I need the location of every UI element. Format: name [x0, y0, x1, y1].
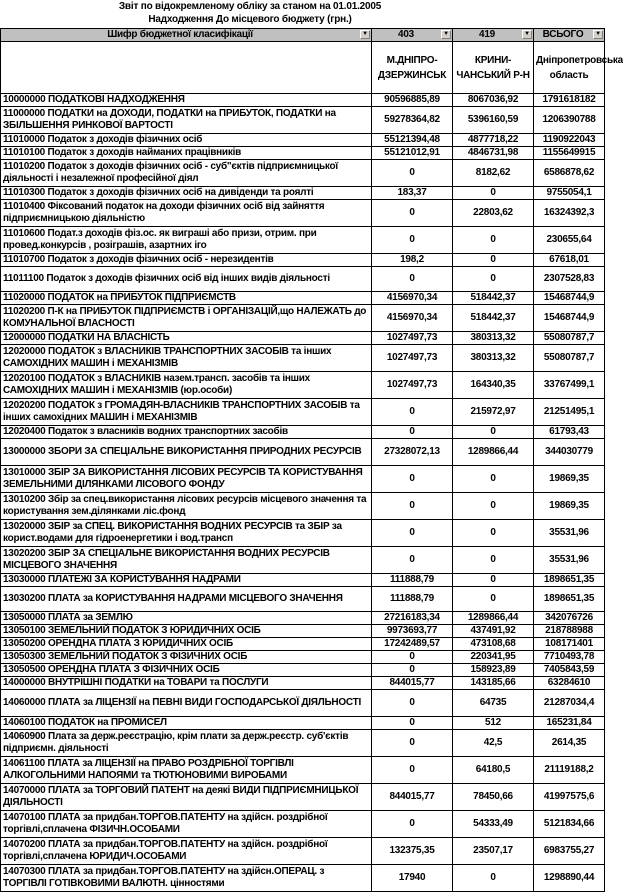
value-403: 0	[372, 717, 453, 730]
value-total: 67618,01	[534, 254, 605, 267]
table-row	[1, 332, 605, 345]
table-row	[1, 717, 605, 730]
row-label: 11010300 Податок з доходів фізичних осіб на дивіденди та роялті	[1, 187, 372, 200]
value-419: 143185,66	[453, 677, 534, 690]
value-total: 16324392,3	[534, 200, 605, 227]
value-419: 5396160,59	[453, 107, 534, 134]
value-total: 63284610	[534, 677, 605, 690]
value-total: 218788988	[534, 625, 605, 638]
value-total: 108171401	[534, 638, 605, 651]
table-row	[1, 426, 605, 439]
row-label: 11020000 ПОДАТОК на ПРИБУТОК ПІДПРИЄМСТВ	[1, 292, 372, 305]
value-403: 4156970,34	[372, 305, 453, 332]
value-403: 55121394,48	[372, 134, 453, 147]
table-row	[1, 784, 605, 811]
value-total: 230655,64	[534, 227, 605, 254]
value-419: 0	[453, 267, 534, 292]
table-row	[1, 625, 605, 638]
value-total: 35531,96	[534, 520, 605, 547]
table-row	[1, 292, 605, 305]
table-row	[1, 651, 605, 664]
value-403: 0	[372, 547, 453, 574]
table-row	[1, 865, 605, 892]
value-403: 0	[372, 466, 453, 493]
dropdown-arrow-icon[interactable]: ▼	[593, 30, 603, 39]
value-403: 0	[372, 690, 453, 717]
row-label: 14070200 ПЛАТА за придбан.ТОРГОВ.ПАТЕНТУ на здійсн. роздрібної торгівлі,сплачена ЮРИДИЧ.ОСОБАМИ	[1, 838, 372, 865]
row-label: 13050000 ПЛАТА за ЗЕМЛЮ	[1, 612, 372, 625]
row-label: 14060000 ПЛАТА за ЛІЦЕНЗІЇ на ПЕВНІ ВИДИ ГОСПОДАРСЬКОЇ ДІЯЛЬНОСТІ	[1, 690, 372, 717]
row-label: 11010400 Фіксований податок на доходи фізичних осіб від зайняття підприємницькою діяльністю	[1, 200, 372, 227]
table-row	[1, 160, 605, 187]
table-row	[1, 94, 605, 107]
row-label: 13030200 ПЛАТА за КОРИСТУВАННЯ НАДРАМИ МІСЦЕВОГО ЗНАЧЕННЯ	[1, 587, 372, 612]
header-total[interactable]	[534, 29, 605, 42]
table-row	[1, 466, 605, 493]
value-total: 33767499,1	[534, 372, 605, 399]
value-419: 512	[453, 717, 534, 730]
value-403: 0	[372, 493, 453, 520]
value-total: 342076726	[534, 612, 605, 625]
value-403: 27216183,34	[372, 612, 453, 625]
row-label: 11010200 Податок з доходів фізичних осіб - суб"єктів підприємницької діяльності і незалежної професійної діял	[1, 160, 372, 187]
header-403[interactable]	[372, 29, 453, 42]
table-row	[1, 547, 605, 574]
header-code-label: Шифр бюджетної класифікації	[107, 29, 253, 40]
value-total: 2614,35	[534, 730, 605, 757]
value-403: 0	[372, 520, 453, 547]
table-row	[1, 227, 605, 254]
row-label: 11010600 Подат.з доходів фіз.ос. як виграші або призи, отрим. при провед.конкурсів , розіграшів, азартних іго	[1, 227, 372, 254]
row-label: 12000000 ПОДАТКИ НА ВЛАСНІСТЬ	[1, 332, 372, 345]
value-419: 215972,97	[453, 399, 534, 426]
value-419: 0	[453, 254, 534, 267]
value-403: 0	[372, 664, 453, 677]
table-row	[1, 493, 605, 520]
value-403: 0	[372, 811, 453, 838]
row-label: 13020000 ЗБІР за СПЕЦ. ВИКОРИСТАННЯ ВОДНИХ РЕСУРСІВ та ЗБІР за корист.водами для гідроенергетики і вод.трансп	[1, 520, 372, 547]
value-419: 8182,62	[453, 160, 534, 187]
value-403: 1027497,73	[372, 332, 453, 345]
value-total: 15468744,9	[534, 292, 605, 305]
header-total-label: ВСЬОГО	[542, 29, 584, 40]
value-403: 0	[372, 200, 453, 227]
value-total: 1791618182	[534, 94, 605, 107]
table-row	[1, 574, 605, 587]
table-row	[1, 200, 605, 227]
table-row	[1, 730, 605, 757]
value-419: 78450,66	[453, 784, 534, 811]
header-code[interactable]	[1, 29, 372, 42]
row-label: 14070000 ПЛАТА за ТОРГОВИЙ ПАТЕНТ на деякі ВИДИ ПІДПРИЄМНИЦЬКОЇ ДІЯЛЬНОСТІ	[1, 784, 372, 811]
value-403: 111888,79	[372, 587, 453, 612]
row-label: 14000000 ВНУТРІШНІ ПОДАТКИ на ТОВАРИ та ПОСЛУГИ	[1, 677, 372, 690]
value-total: 1298890,44	[534, 865, 605, 892]
value-419: 518442,37	[453, 305, 534, 332]
value-403: 0	[372, 399, 453, 426]
row-label: 12020000 ПОДАТОК з ВЛАСНИКІВ ТРАНСПОРТНИХ ЗАСОБІВ та інших САМОХІДНИХ МАШИН і МЕХАНІЗМІВ	[1, 345, 372, 372]
filter-header-row	[1, 29, 605, 42]
value-403: 9973693,77	[372, 625, 453, 638]
value-419: 0	[453, 227, 534, 254]
row-label: 11010700 Податок з доходів фізичних осіб - нерезидентів	[1, 254, 372, 267]
report-title: Звіт по відокремленому обліку за станом на 01.01.2005	[118, 1, 382, 12]
value-403: 27328072,13	[372, 439, 453, 466]
value-403: 17940	[372, 865, 453, 892]
value-403: 132375,35	[372, 838, 453, 865]
row-label: 12020400 Податок з власників водних транспортних засобів	[1, 426, 372, 439]
value-419: 0	[453, 493, 534, 520]
header-419[interactable]	[453, 29, 534, 42]
row-label: 12020100 ПОДАТОК з ВЛАСНИКІВ назем.трансп. засобів та інших САМОХІДНИХ МАШИН і МЕХАНІЗМІВ (юр.особи)	[1, 372, 372, 399]
value-total: 35531,96	[534, 547, 605, 574]
value-419: 8067036,92	[453, 94, 534, 107]
row-label: 13010200 Збір за спец.використання лісових ресурсів місцевого значення та користування зем.ділянками ліс.фонд	[1, 493, 372, 520]
value-419: 0	[453, 426, 534, 439]
row-label: 13050300 ЗЕМЕЛЬНИЙ ПОДАТОК З ФІЗИЧНИХ ОСІБ	[1, 651, 372, 664]
value-419: 4877718,22	[453, 134, 534, 147]
row-label: 11000000 ПОДАТКИ на ДОХОДИ, ПОДАТКИ на ПРИБУТОК, ПОДАТКИ на ЗБІЛЬШЕННЯ РИНКОВОЇ ВАРТОСТІ	[1, 107, 372, 134]
table-row	[1, 838, 605, 865]
row-label: 11011100 Податок з доходів фізичних осіб від інших видів діяльності	[1, 267, 372, 292]
value-total: 6586878,62	[534, 160, 605, 187]
value-419: 380313,32	[453, 332, 534, 345]
value-403: 59278364,82	[372, 107, 453, 134]
value-total: 7710493,78	[534, 651, 605, 664]
value-419: 158923,89	[453, 664, 534, 677]
value-total: 6983755,27	[534, 838, 605, 865]
value-419: 437491,92	[453, 625, 534, 638]
value-total: 165231,84	[534, 717, 605, 730]
value-total: 1190922043	[534, 134, 605, 147]
value-403: 198,2	[372, 254, 453, 267]
value-419: 0	[453, 187, 534, 200]
row-label: 11010100 Податок з доходів найманих працівників	[1, 147, 372, 160]
budget-table	[0, 28, 623, 892]
row-label: 14060100 ПОДАТОК на ПРОМИСЕЛ	[1, 717, 372, 730]
row-label: 13000000 ЗБОРИ ЗА СПЕЦІАЛЬНЕ ВИКОРИСТАННЯ ПРИРОДНИХ РЕСУРСІВ	[1, 439, 372, 466]
row-label: 12020200 ПОДАТОК з ГРОМАДЯН-ВЛАСНИКІВ ТРАНСПОРТНИХ ЗАСОБІВ та інших самохідних МАШИН і МЕХАНІЗМІВ	[1, 399, 372, 426]
value-total: 7405843,59	[534, 664, 605, 677]
row-label: 13010000 ЗБІР ЗА ВИКОРИСТАННЯ ЛІСОВИХ РЕСУРСІВ ТА КОРИСТУВАННЯ ЗЕМЕЛЬНИМИ ДІЛЯНКАМИ ЛІСОВОГО ФОНДУ	[1, 466, 372, 493]
table-row	[1, 134, 605, 147]
value-403: 844015,77	[372, 784, 453, 811]
value-403: 0	[372, 227, 453, 254]
dropdown-arrow-icon[interactable]: ▼	[441, 30, 451, 39]
value-403: 844015,77	[372, 677, 453, 690]
value-419: 164340,35	[453, 372, 534, 399]
value-403: 1027497,73	[372, 345, 453, 372]
value-419: 0	[453, 466, 534, 493]
value-419: 0	[453, 547, 534, 574]
value-419: 0	[453, 587, 534, 612]
value-403: 90596885,89	[372, 94, 453, 107]
table-row	[1, 638, 605, 651]
value-total: 19869,35	[534, 493, 605, 520]
table-row	[1, 612, 605, 625]
table-row	[1, 187, 605, 200]
value-403: 0	[372, 426, 453, 439]
value-total: 55080787,7	[534, 345, 605, 372]
value-419: 518442,37	[453, 292, 534, 305]
value-419: 54333,49	[453, 811, 534, 838]
row-label: 13020200 ЗБІР ЗА СПЕЦІАЛЬНЕ ВИКОРИСТАННЯ ВОДНИХ РЕСУРСІВ МІСЦЕВОГО ЗНАЧЕННЯ	[1, 547, 372, 574]
value-total: 19869,35	[534, 466, 605, 493]
table-row	[1, 690, 605, 717]
header-419-label: 419	[479, 29, 495, 40]
value-403: 183,37	[372, 187, 453, 200]
dropdown-arrow-icon[interactable]: ▼	[360, 30, 370, 39]
row-label: 14060900 Плата за держ.реєстрацію, крім плати за держ.реєстр. суб'єктів підприємн. діяльності	[1, 730, 372, 757]
row-label: 13030000 ПЛАТЕЖІ ЗА КОРИСТУВАННЯ НАДРАМИ	[1, 574, 372, 587]
subheader-total: Дніпропетровська область	[534, 42, 605, 94]
value-total: 1898651,35	[534, 574, 605, 587]
table-row	[1, 811, 605, 838]
value-419: 64180,5	[453, 757, 534, 784]
row-label: 13050200 ОРЕНДНА ПЛАТА З ЮРИДИЧНИХ ОСІБ	[1, 638, 372, 651]
table-row	[1, 345, 605, 372]
value-total: 55080787,7	[534, 332, 605, 345]
value-total: 61793,43	[534, 426, 605, 439]
row-label: 14070100 ПЛАТА за придбан.ТОРГОВ.ПАТЕНТУ на здійсн. роздрібної торгівлі,сплачена ФІЗИЧН.ОСОБАМИ	[1, 811, 372, 838]
table-row	[1, 372, 605, 399]
row-label: 14070300 ПЛАТА за придбан.ТОРГОВ.ПАТЕНТУ на здійсн.ОПЕРАЦ. з ТОРГІВЛІ ГОТІВКОВИМИ ВАЛЮТН. цінностями	[1, 865, 372, 892]
subheader-empty	[1, 42, 372, 94]
value-total: 21119188,2	[534, 757, 605, 784]
table-row	[1, 677, 605, 690]
row-label: 11010000 Податок з доходів фізичних осіб	[1, 134, 372, 147]
value-403: 0	[372, 651, 453, 664]
value-419: 0	[453, 574, 534, 587]
value-total: 2307528,83	[534, 267, 605, 292]
table-row	[1, 267, 605, 292]
value-419: 1289866,44	[453, 439, 534, 466]
table-row	[1, 520, 605, 547]
value-403: 0	[372, 267, 453, 292]
table-row	[1, 305, 605, 332]
value-403: 55121012,91	[372, 147, 453, 160]
subheader-419: КРИНИ-ЧАНСЬКИЙ Р-Н	[453, 42, 534, 94]
table-row	[1, 107, 605, 134]
table-row	[1, 439, 605, 466]
table-row	[1, 399, 605, 426]
value-total: 41997575,6	[534, 784, 605, 811]
value-419: 220341,95	[453, 651, 534, 664]
value-total: 344030779	[534, 439, 605, 466]
row-label: 11020200 П-К на ПРИБУТОК ПІДПРИЄМСТВ і ОРГАНІЗАЦІЙ,що НАЛЕЖАТЬ до КОМУНАЛЬНОЇ ВЛАСНОСТІ	[1, 305, 372, 332]
table-row	[1, 664, 605, 677]
value-total: 1898651,35	[534, 587, 605, 612]
value-total: 15468744,9	[534, 305, 605, 332]
table-row	[1, 587, 605, 612]
value-403: 111888,79	[372, 574, 453, 587]
value-419: 4846731,98	[453, 147, 534, 160]
table-row	[1, 147, 605, 160]
value-403: 4156970,34	[372, 292, 453, 305]
value-403: 0	[372, 160, 453, 187]
value-403: 1027497,73	[372, 372, 453, 399]
value-419: 23507,17	[453, 838, 534, 865]
value-419: 380313,32	[453, 345, 534, 372]
value-419: 42,5	[453, 730, 534, 757]
value-403: 17242489,57	[372, 638, 453, 651]
value-total: 5121834,66	[534, 811, 605, 838]
table-row	[1, 757, 605, 784]
row-label: 14061100 ПЛАТА за ЛІЦЕНЗІЇ на ПРАВО РОЗДРІБНОЇ ТОРГІВЛІ АЛКОГОЛЬНИМИ НАПОЯМИ та ТЮТЮНОВИМИ ВИРОБАМИ	[1, 757, 372, 784]
value-419: 1289866,44	[453, 612, 534, 625]
row-label: 13050100 ЗЕМЕЛЬНИЙ ПОДАТОК З ЮРИДИЧНИХ ОСІБ	[1, 625, 372, 638]
region-header-row	[1, 42, 605, 94]
dropdown-arrow-icon[interactable]: ▼	[522, 30, 532, 39]
value-419: 0	[453, 865, 534, 892]
value-total: 21251495,1	[534, 399, 605, 426]
row-label: 10000000 ПОДАТКОВІ НАДХОДЖЕННЯ	[1, 94, 372, 107]
row-label: 13050500 ОРЕНДНА ПЛАТА З ФІЗИЧНИХ ОСІБ	[1, 664, 372, 677]
value-total: 1206390788	[534, 107, 605, 134]
value-419: 0	[453, 520, 534, 547]
table-row	[1, 254, 605, 267]
subheader-403: М.ДНІПРО-ДЗЕРЖИНСЬК	[372, 42, 453, 94]
value-total: 1155649915	[534, 147, 605, 160]
value-419: 473108,68	[453, 638, 534, 651]
header-403-label: 403	[398, 29, 414, 40]
value-403: 0	[372, 730, 453, 757]
value-419: 22803,62	[453, 200, 534, 227]
value-total: 21287034,4	[534, 690, 605, 717]
report-subtitle: Надходження До місцевого бюджету (грн.)	[148, 14, 352, 25]
value-419: 64735	[453, 690, 534, 717]
value-total: 9755054,1	[534, 187, 605, 200]
value-403: 0	[372, 757, 453, 784]
